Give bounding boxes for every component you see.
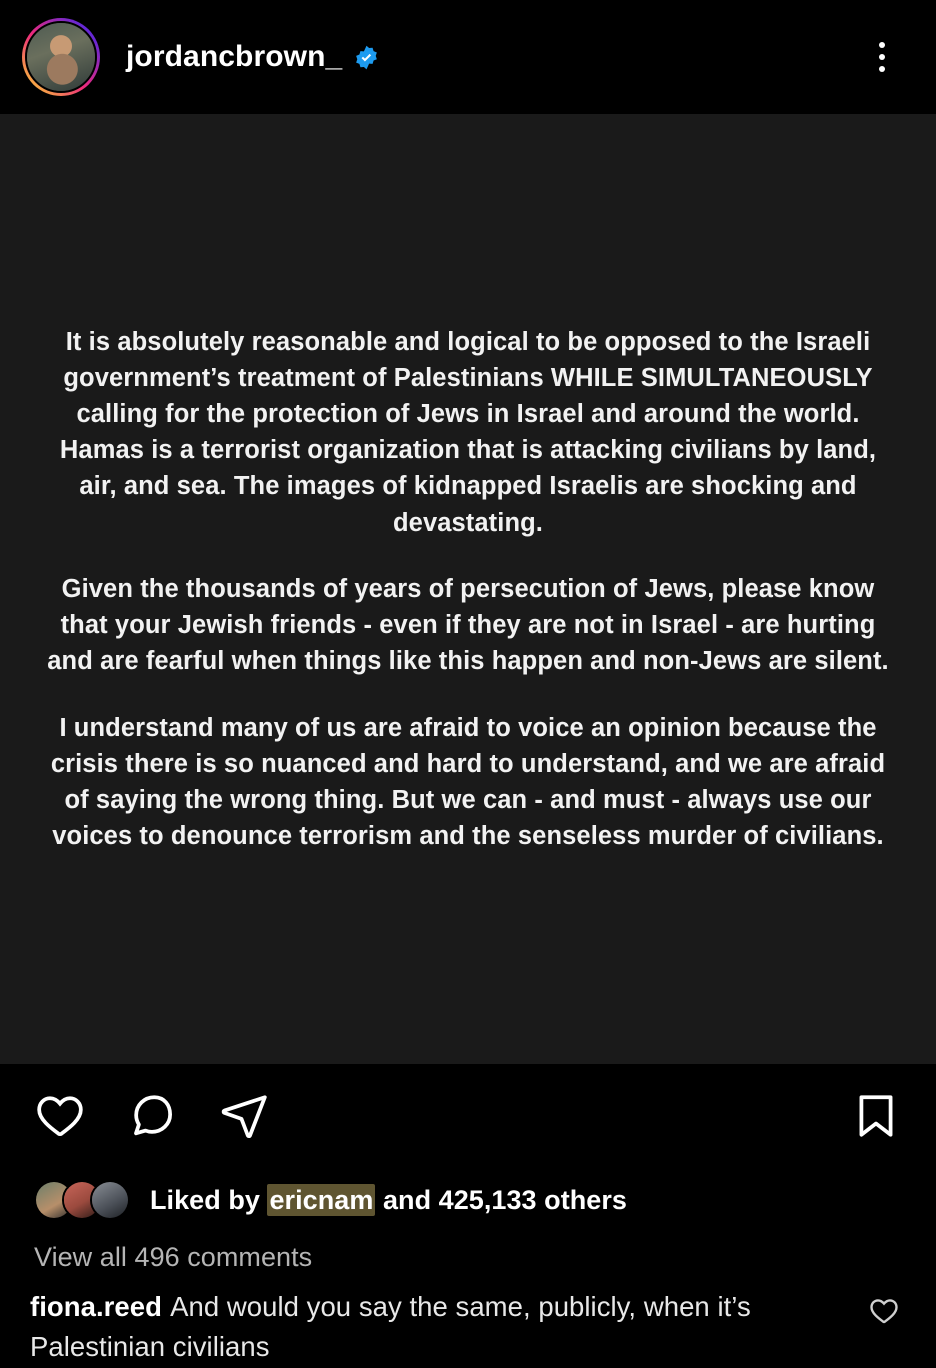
username[interactable]: jordancbrown_ bbox=[126, 40, 343, 73]
likes-prefix: Liked by bbox=[150, 1184, 268, 1215]
action-bar bbox=[0, 1064, 936, 1168]
username-container[interactable] bbox=[126, 40, 380, 74]
comment-body bbox=[30, 1287, 850, 1367]
statement-paragraph: I understand many of us are afraid to voice an opinion because the crisis there is so nuanced and hard to understand, and we are afraid of saying the wrong thing. But we can - and must - always use our voices to denounce terrorism and the senseless murder of civilians. bbox=[50, 713, 886, 851]
liker-username[interactable]: ericnam bbox=[269, 1184, 374, 1215]
post-header bbox=[0, 0, 936, 114]
statement-paragraph: Given the thousands of years of persecution of Jews, please know that your Jewish friends - even if they are not in Israel - are hurting and are fearful when things like this happen and non-Jews are silent. bbox=[47, 574, 889, 676]
post-media[interactable] bbox=[0, 114, 936, 1064]
likes-suffix: and 425,133 others bbox=[375, 1184, 627, 1215]
avatar[interactable] bbox=[22, 18, 100, 96]
comment-username[interactable]: fiona.reed bbox=[30, 1291, 162, 1322]
statement-paragraph: It is absolutely reasonable and logical to be opposed to the Israeli government’s treatment of Palestinians WHILE SIMULTANEOUSLY calling for the protection of Jews in Israel and around the world. Hamas is a terrorist organization that is attacking civilians by land, air, and sea. The images of kidnapped Israelis are shocking and devastating. bbox=[59, 327, 877, 537]
verified-badge-icon bbox=[353, 44, 380, 71]
statement-text bbox=[44, 324, 892, 855]
comment-icon[interactable] bbox=[126, 1090, 178, 1142]
liker-avatars bbox=[34, 1180, 130, 1220]
likes-row[interactable] bbox=[0, 1168, 936, 1232]
comment-row bbox=[0, 1273, 936, 1367]
comment-like-heart-icon[interactable] bbox=[866, 1293, 902, 1329]
more-options-icon[interactable] bbox=[862, 37, 902, 77]
comment-text: And would you say the same, publicly, when it’s Palestinian civilians bbox=[30, 1291, 751, 1362]
share-icon[interactable] bbox=[218, 1090, 270, 1142]
likes-text bbox=[150, 1185, 627, 1216]
heart-icon[interactable] bbox=[34, 1090, 86, 1142]
bookmark-icon[interactable] bbox=[850, 1090, 902, 1142]
view-all-comments-link[interactable]: View all 496 comments bbox=[34, 1242, 313, 1272]
avatar bbox=[90, 1180, 130, 1220]
avatar-image bbox=[25, 21, 97, 93]
